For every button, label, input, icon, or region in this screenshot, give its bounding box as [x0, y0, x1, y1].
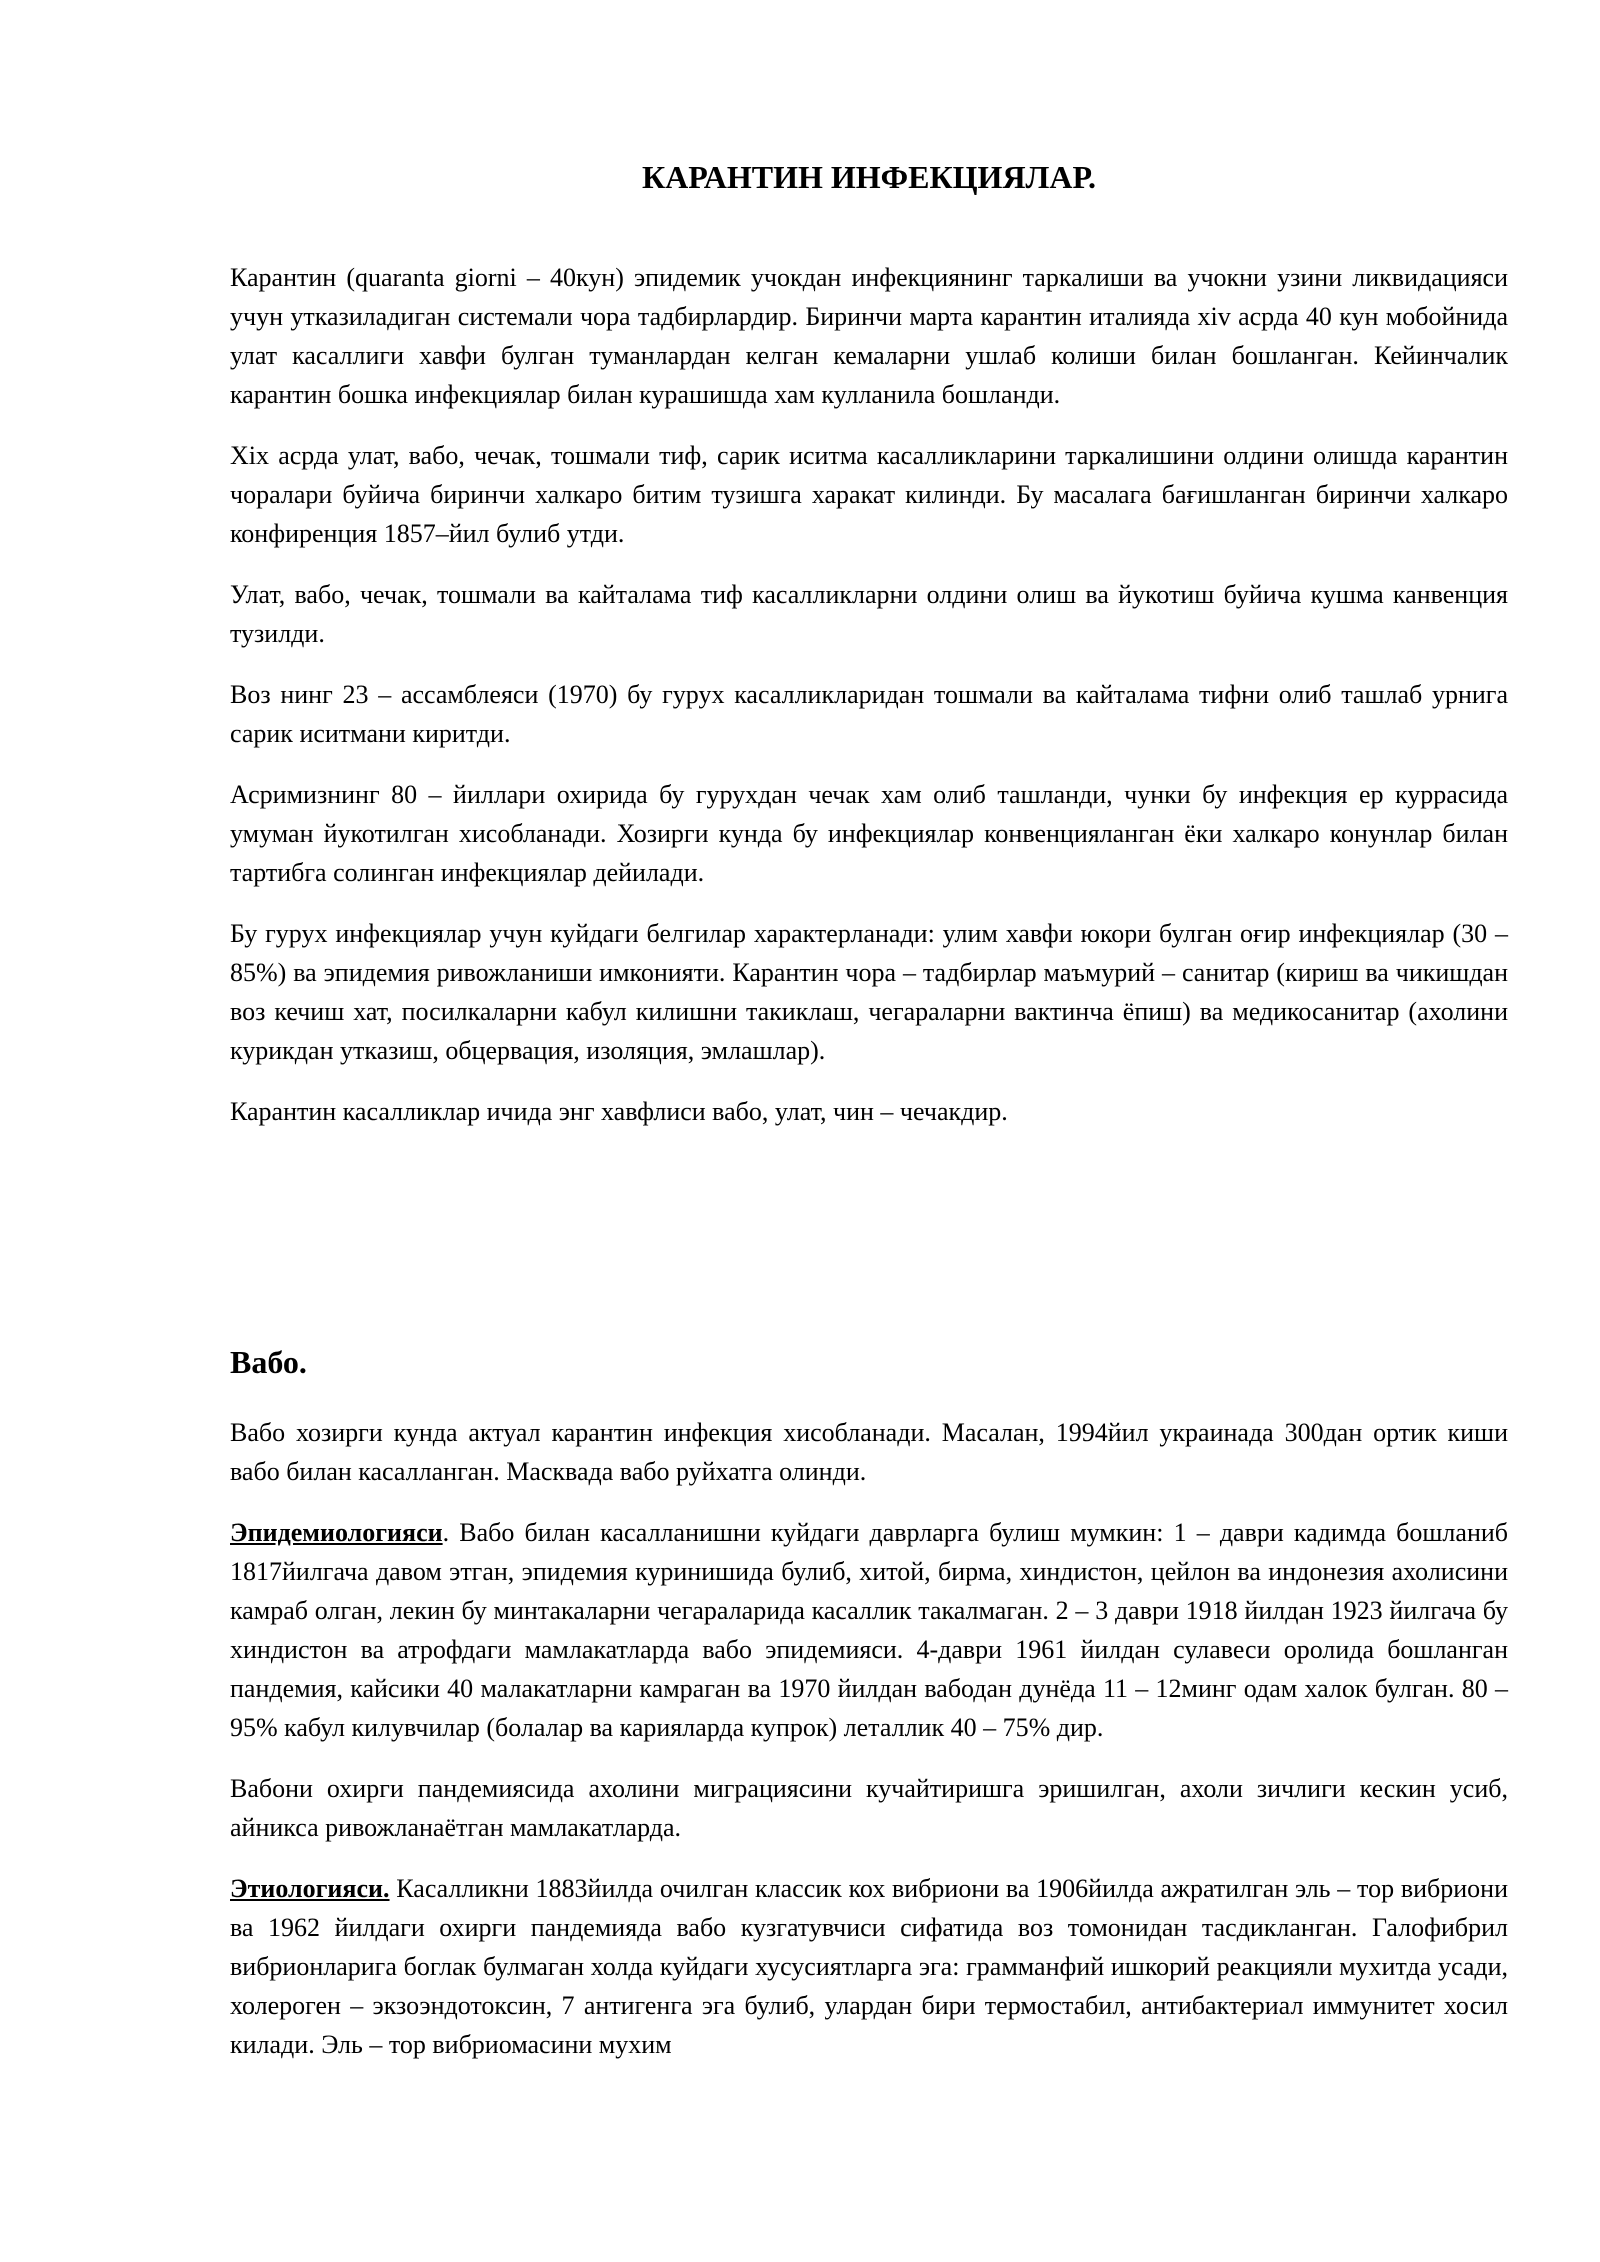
- paragraph-cholera-intro: Вабо хозирги кунда актуал карантин инфекция хисобланади. Масалан, 1994йил украинада 300дан ортик киши вабо билан касалланган. Масквада вабо руйхатга олинди.: [230, 1418, 1508, 1486]
- cholera-section: [230, 1413, 1508, 2086]
- etiology-text: Касалликни 1883йилда очилган классик кох вибриони ва 1906йилда ажратилган эль – тор вибриони ва 1962 йилдаги охирги пандемияда вабо кузгатувчиси сифатида воз томонидан тасдикланган. Галофибрил вибрионларига боглак булмаган холда куйдаги хусусиятларга эга: грамманфий ишкорий реакцияли мухитда усади, холероген – экзоэндотоксин, 7 антигенга эга булиб, улардан бири термостабил, антибактериал иммунитет хосил килади. Эль – тор вибриомасини мухим: [230, 1874, 1508, 2059]
- paragraph-migration: Вабони охирги пандемиясида ахолини миграциясини кучайтиришга эришилган, ахоли зичлиги кескин усиб, айникса ривожланаётган мамлакатларда.: [230, 1774, 1508, 1842]
- epidemiology-label: Эпидемиологияси: [230, 1518, 443, 1547]
- paragraph-convention: Улат, вабо, чечак, тошмали ва кайталама тиф касалликларни олдини олиш ва йукотиш буйича кушма канвенция тузилди.: [230, 580, 1508, 648]
- paragraph-smallpox-removed: Асримизнинг 80 – йиллари охирида бу гурухдан чечак хам олиб ташланди, чунки бу инфекция ер куррасида умуман йукотилган хисобланади. Хозирги кунда бу инфекциялар конвенцияланган ёки халкаро конунлар билан тартибга солинган инфекциялар дейилади.: [230, 780, 1508, 887]
- paragraph-most-dangerous: Карантин касалликлар ичида энг хавфлиси вабо, улат, чин – чечакдир.: [230, 1097, 1008, 1126]
- quarantine-section: [230, 258, 1508, 1153]
- epidemiology-text: . Вабо билан касалланишни куйдаги даврларга булиш мумкин: 1 – даври кадимда бошланиб 1817йилгача давом этган, эпидемия куринишида булиб, хитой, бирма, хиндистон, цейлон ва индонезия ахолисини камраб олган, лекин бу минтакаларни чегараларида касаллик такалмаган. 2 – 3 даври 1918 йилдан 1923 йилгача бу хиндистон ва атрофдаги мамлакатларда вабо эпидемияси. 4-даври 1961 йилдан сулавеси оролида бошланган пандемия, кайсики 40 малакатларни камраган ва 1970 йилдан вабодан дунёда 11 – 12минг одам халок булган. 80 – 95% кабул килувчилар (болалар ва карияларда купрок) леталлик 40 – 75% дир.: [230, 1518, 1508, 1742]
- etiology-label: Этиологияси.: [230, 1874, 390, 1903]
- paragraph-first-agreement: Xix асрда улат, вабо, чечак, тошмали тиф, сарик иситма касалликларини таркалишини олдини олишда карантин чоралари буйича биринчи халкаро битим тузишга харакат килинди. Бу масалага бағишланган биринчи халкаро конфиренция 1857–йил булиб утди.: [230, 441, 1508, 548]
- paragraph-characteristics: Бу гурух инфекциялар учун куйдаги белгилар характерланади: улим хавфи юкори булган оғир инфекциялар (30 – 85%) ва эпидемия ривожланиши имконияти. Карантин чора – тадбирлар маъмурий – санитар (кириш ва чикишдан воз кечиш хат, посилкаларни кабул килишни такиклаш, чегараларни вактинча ёпиш) ва медикосанитар (ахолини курикдан утказиш, обцервация, изоляция, эмлашлар).: [230, 919, 1508, 1065]
- section-heading-cholera: Вабо.: [230, 1344, 307, 1380]
- paragraph-who-assembly: Воз нинг 23 – ассамблеяси (1970) бу гурух касалликларидан тошмали ва кайталама тифни олиб ташлаб урнига сарик иситмани киритди.: [230, 680, 1508, 748]
- paragraph-quarantine-definition: Карантин (quaranta giorni – 40кун) эпидемик учокдан инфекциянинг таркалиши ва учокни узини ликвидацияси учун утказиладиган системали чора тадбирлардир. Биринчи марта карантин италияда xiv асрда 40 кун мобойнида улат касаллиги хавфи булган туманлардан келган кемаларни ушлаб колиши билан бошланган. Кейинчалик карантин бошка инфекциялар билан курашишда хам кулланила бошланди.: [230, 263, 1508, 409]
- paragraph-etiology: [230, 1869, 1508, 2064]
- document-title: КАРАНТИН ИНФЕКЦИЯЛАР.: [641, 159, 1097, 195]
- paragraph-epidemiology: [230, 1513, 1508, 1747]
